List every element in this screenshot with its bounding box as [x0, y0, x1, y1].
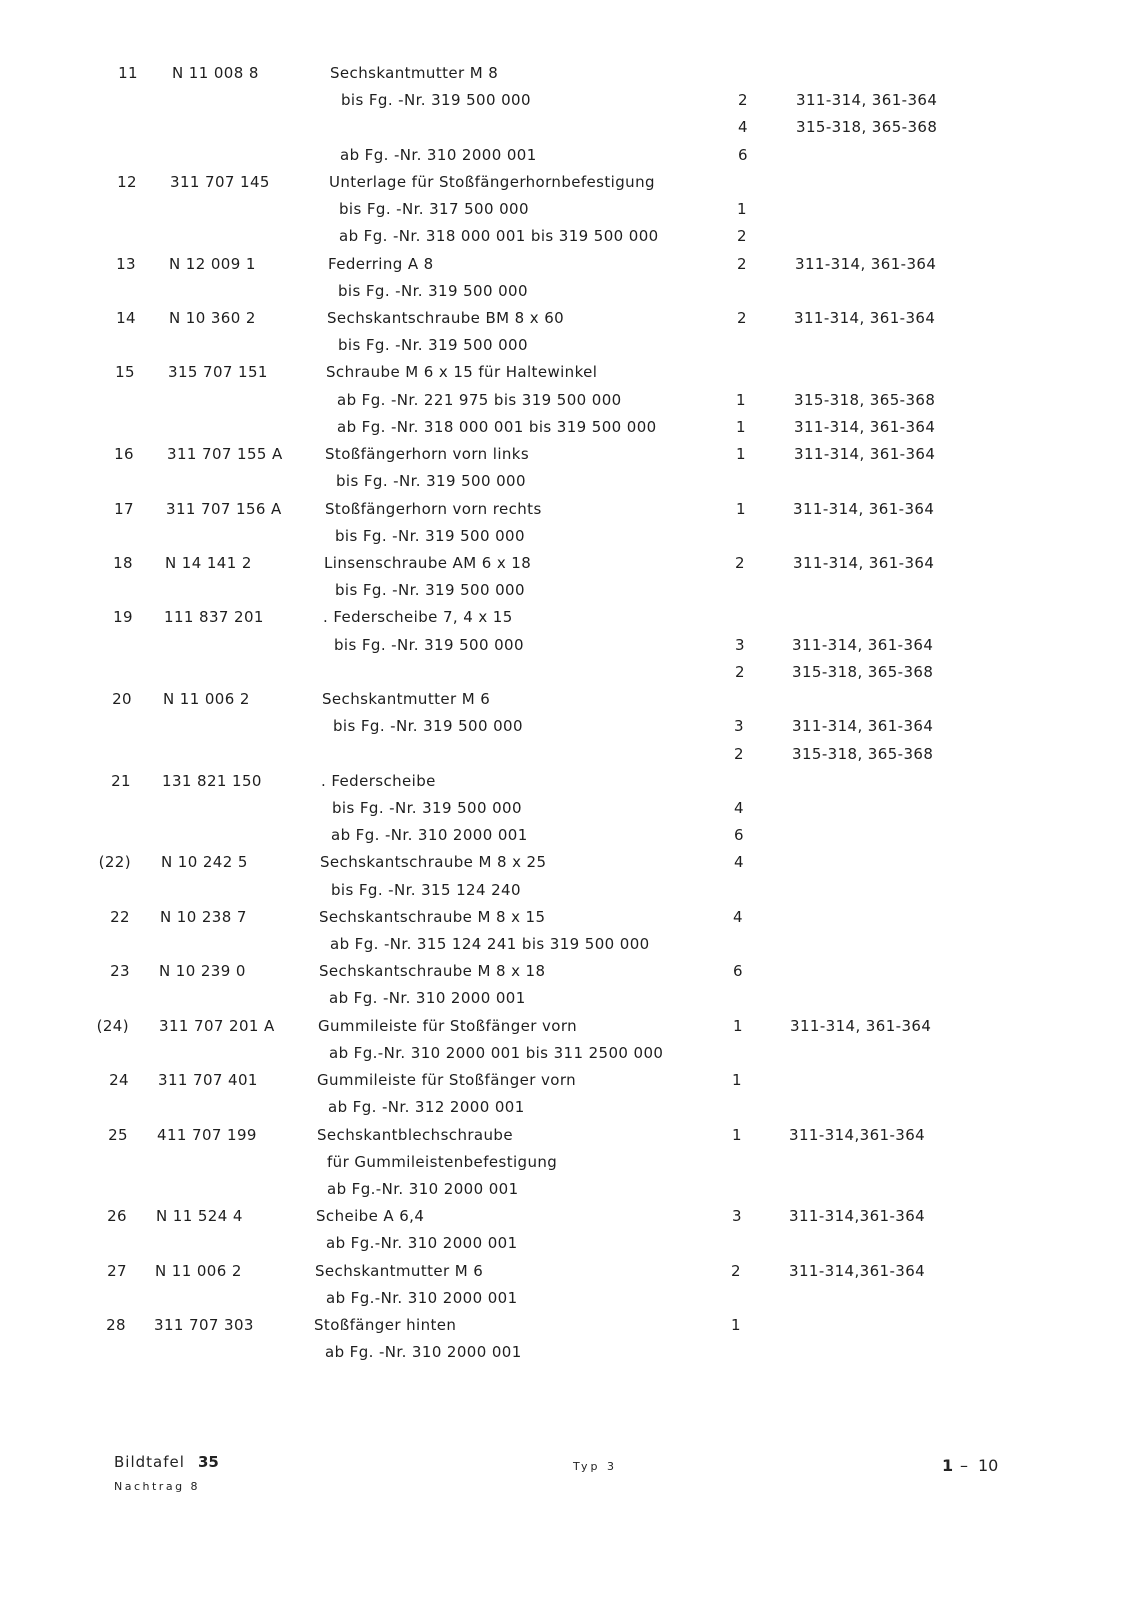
table-row: [0, 359, 1134, 386]
table-row: [0, 523, 1134, 550]
part-number: N 10 360 2: [169, 309, 256, 327]
part-number: N 11 006 2: [155, 1262, 242, 1280]
vehicle-types: 311-314, 361-364: [793, 554, 935, 572]
supplement-label: Nachtrag 8: [114, 1480, 201, 1493]
part-number: 311 707 155 A: [167, 445, 283, 463]
quantity: 1: [736, 418, 746, 436]
vehicle-types: 311-314,361-364: [789, 1207, 926, 1225]
table-row: [0, 305, 1134, 332]
part-description: Stoßfängerhorn vorn links: [325, 445, 530, 463]
position-number: 23: [110, 962, 130, 980]
part-number: N 10 239 0: [159, 962, 246, 980]
vehicle-types: 311-314, 361-364: [793, 500, 935, 518]
quantity: 2: [738, 91, 748, 109]
part-description: Sechskantschraube M 8 x 18: [319, 962, 546, 980]
quantity: 1: [733, 1017, 743, 1035]
part-description: Sechskantschraube M 8 x 25: [320, 853, 547, 871]
table-row: [0, 142, 1134, 169]
table-row: [0, 1312, 1134, 1339]
table-row: [0, 87, 1134, 114]
part-description: ab Fg. -Nr. 315 124 241 bis 319 500 000: [330, 935, 650, 953]
table-row: [0, 496, 1134, 523]
part-description: Sechskantschraube M 8 x 15: [319, 908, 546, 926]
part-description: Gummileiste für Stoßfänger vorn: [317, 1071, 577, 1089]
part-description: ab Fg. -Nr. 318 000 001 bis 319 500 000: [337, 418, 657, 436]
part-number: 311 707 303: [154, 1316, 254, 1334]
table-row: [0, 822, 1134, 849]
part-description: ab Fg. -Nr. 221 975 bis 319 500 000: [337, 391, 622, 409]
quantity: 6: [733, 962, 743, 980]
vehicle-types: 311-314, 361-364: [794, 309, 936, 327]
position-number: 21: [111, 772, 131, 790]
part-description: bis Fg. -Nr. 319 500 000: [332, 799, 522, 817]
table-row: [0, 741, 1134, 768]
quantity: 4: [734, 799, 744, 817]
part-description: bis Fg. -Nr. 319 500 000: [334, 636, 524, 654]
part-description: Federring A 8: [328, 255, 434, 273]
table-row: [0, 1040, 1134, 1067]
position-number: 26: [107, 1207, 127, 1225]
quantity: 2: [735, 554, 745, 572]
table-row: [0, 1013, 1134, 1040]
part-number: N 11 006 2: [163, 690, 250, 708]
quantity: 2: [737, 227, 747, 245]
quantity: 2: [731, 1262, 741, 1280]
position-number: 16: [114, 445, 134, 463]
quantity: 2: [735, 663, 745, 681]
position-number: 18: [113, 554, 133, 572]
table-row: [0, 985, 1134, 1012]
vehicle-types: 315-318, 365-368: [796, 118, 938, 136]
table-row: [0, 686, 1134, 713]
quantity: 1: [736, 445, 746, 463]
page-number-minor: 10: [978, 1456, 999, 1475]
position-number: 12: [117, 173, 137, 191]
position-number: (22): [98, 853, 131, 871]
model-type: Typ 3: [573, 1460, 617, 1473]
table-row: [0, 604, 1134, 631]
position-number: (24): [96, 1017, 129, 1035]
part-number: 311 707 201 A: [159, 1017, 275, 1035]
part-number: N 11 008 8: [172, 64, 259, 82]
quantity: 2: [734, 745, 744, 763]
part-description: bis Fg. -Nr. 319 500 000: [341, 91, 531, 109]
quantity: 1: [737, 200, 747, 218]
part-description: bis Fg. -Nr. 319 500 000: [336, 472, 526, 490]
part-number: 111 837 201: [164, 608, 264, 626]
table-row: [0, 387, 1134, 414]
quantity: 1: [731, 1316, 741, 1334]
part-description: Unterlage für Stoßfängerhornbefestigung: [329, 173, 655, 191]
table-row: [0, 332, 1134, 359]
position-number: 13: [116, 255, 136, 273]
part-number: 315 707 151: [168, 363, 268, 381]
vehicle-types: 315-318, 365-368: [792, 663, 934, 681]
table-row: [0, 223, 1134, 250]
table-row: [0, 659, 1134, 686]
part-description: Stoßfängerhorn vorn rechts: [325, 500, 542, 518]
part-description: bis Fg. -Nr. 319 500 000: [338, 336, 528, 354]
vehicle-types: 311-314,361-364: [789, 1126, 926, 1144]
part-number: N 14 141 2: [165, 554, 252, 572]
table-row: [0, 931, 1134, 958]
quantity: 3: [734, 717, 744, 735]
part-number: N 11 524 4: [156, 1207, 243, 1225]
part-description: bis Fg. -Nr. 317 500 000: [339, 200, 529, 218]
quantity: 6: [738, 146, 748, 164]
table-row: [0, 414, 1134, 441]
table-row: [0, 1258, 1134, 1285]
part-description: ab Fg. -Nr. 312 2000 001: [328, 1098, 525, 1116]
table-row: [0, 1176, 1134, 1203]
part-number: 411 707 199: [157, 1126, 257, 1144]
part-description: ab Fg.-Nr. 310 2000 001 bis 311 2500 000: [329, 1044, 664, 1062]
part-description: Gummileiste für Stoßfänger vorn: [318, 1017, 578, 1035]
quantity: 1: [732, 1126, 742, 1144]
quantity: 1: [736, 391, 746, 409]
table-row: [0, 1149, 1134, 1176]
quantity: 4: [734, 853, 744, 871]
part-description: bis Fg. -Nr. 319 500 000: [333, 717, 523, 735]
vehicle-types: 311-314, 361-364: [792, 636, 934, 654]
table-row: [0, 768, 1134, 795]
part-description: Stoßfänger hinten: [314, 1316, 457, 1334]
position-number: 20: [112, 690, 132, 708]
table-row: [0, 1203, 1134, 1230]
part-description: für Gummileistenbefestigung: [327, 1153, 558, 1171]
position-number: 22: [110, 908, 130, 926]
part-description: . Federscheibe: [321, 772, 436, 790]
part-number: 311 707 145: [170, 173, 270, 191]
part-description: bis Fg. -Nr. 319 500 000: [335, 581, 525, 599]
page-number-major: 1: [942, 1456, 954, 1475]
table-row: [0, 632, 1134, 659]
table-row: [0, 1285, 1134, 1312]
part-description: bis Fg. -Nr. 319 500 000: [338, 282, 528, 300]
vehicle-types: 311-314, 361-364: [794, 445, 936, 463]
part-description: ab Fg. -Nr. 318 000 001 bis 319 500 000: [339, 227, 659, 245]
part-description: Sechskantblechschraube: [317, 1126, 513, 1144]
plate-label: Bildtafel: [114, 1453, 185, 1471]
quantity: 2: [737, 309, 747, 327]
position-number: 27: [107, 1262, 127, 1280]
part-description: ab Fg.-Nr. 310 2000 001: [326, 1234, 518, 1252]
vehicle-types: 315-318, 365-368: [794, 391, 936, 409]
table-row: [0, 60, 1134, 87]
part-number: 131 821 150: [162, 772, 262, 790]
quantity: 3: [735, 636, 745, 654]
part-description: ab Fg. -Nr. 310 2000 001: [329, 989, 526, 1007]
part-description: . Federscheibe 7, 4 x 15: [323, 608, 513, 626]
quantity: 4: [738, 118, 748, 136]
quantity: 3: [732, 1207, 742, 1225]
part-number: N 10 238 7: [160, 908, 247, 926]
part-description: Schraube M 6 x 15 für Haltewinkel: [326, 363, 598, 381]
part-description: bis Fg. -Nr. 319 500 000: [335, 527, 525, 545]
vehicle-types: 311-314, 361-364: [790, 1017, 932, 1035]
position-number: 14: [116, 309, 136, 327]
part-description: bis Fg. -Nr. 315 124 240: [331, 881, 521, 899]
vehicle-types: 311-314, 361-364: [795, 255, 937, 273]
vehicle-types: 311-314, 361-364: [794, 418, 936, 436]
plate-number: 35: [198, 1453, 219, 1471]
table-row: [0, 958, 1134, 985]
part-description: ab Fg.-Nr. 310 2000 001: [327, 1180, 519, 1198]
position-number: 11: [118, 64, 138, 82]
part-description: Sechskantmutter M 6: [322, 690, 491, 708]
position-number: 24: [109, 1071, 129, 1089]
quantity: 6: [734, 826, 744, 844]
table-row: [0, 1339, 1134, 1366]
position-number: 28: [106, 1316, 126, 1334]
table-row: [0, 169, 1134, 196]
quantity: 1: [732, 1071, 742, 1089]
page-number-dash: –: [960, 1456, 968, 1475]
table-row: [0, 1067, 1134, 1094]
quantity: 1: [736, 500, 746, 518]
part-number: 311 707 156 A: [166, 500, 282, 518]
table-row: [0, 251, 1134, 278]
part-description: ab Fg. -Nr. 310 2000 001: [325, 1343, 522, 1361]
part-description: ab Fg. -Nr. 310 2000 001: [331, 826, 528, 844]
part-description: ab Fg. -Nr. 310 2000 001: [340, 146, 537, 164]
vehicle-types: 311-314, 361-364: [796, 91, 938, 109]
table-row: [0, 904, 1134, 931]
part-number: N 12 009 1: [169, 255, 256, 273]
part-description: Sechskantmutter M 6: [315, 1262, 484, 1280]
table-row: [0, 1122, 1134, 1149]
table-row: [0, 278, 1134, 305]
part-description: Sechskantmutter M 8: [330, 64, 499, 82]
part-description: ab Fg.-Nr. 310 2000 001: [326, 1289, 518, 1307]
table-row: [0, 795, 1134, 822]
vehicle-types: 311-314, 361-364: [792, 717, 934, 735]
part-description: Scheibe A 6,4: [316, 1207, 425, 1225]
table-row: [0, 550, 1134, 577]
table-row: [0, 877, 1134, 904]
vehicle-types: 315-318, 365-368: [792, 745, 934, 763]
position-number: 15: [115, 363, 135, 381]
table-row: [0, 441, 1134, 468]
part-description: Linsenschraube AM 6 x 18: [324, 554, 532, 572]
vehicle-types: 311-314,361-364: [789, 1262, 926, 1280]
table-row: [0, 1230, 1134, 1257]
position-number: 19: [113, 608, 133, 626]
table-row: [0, 114, 1134, 141]
table-row: [0, 468, 1134, 495]
table-row: [0, 849, 1134, 876]
part-number: N 10 242 5: [161, 853, 248, 871]
position-number: 17: [114, 500, 134, 518]
quantity: 2: [737, 255, 747, 273]
table-row: [0, 713, 1134, 740]
table-row: [0, 196, 1134, 223]
part-number: 311 707 401: [158, 1071, 258, 1089]
position-number: 25: [108, 1126, 128, 1144]
table-row: [0, 577, 1134, 604]
part-description: Sechskantschraube BM 8 x 60: [327, 309, 565, 327]
table-row: [0, 1094, 1134, 1121]
quantity: 4: [733, 908, 743, 926]
